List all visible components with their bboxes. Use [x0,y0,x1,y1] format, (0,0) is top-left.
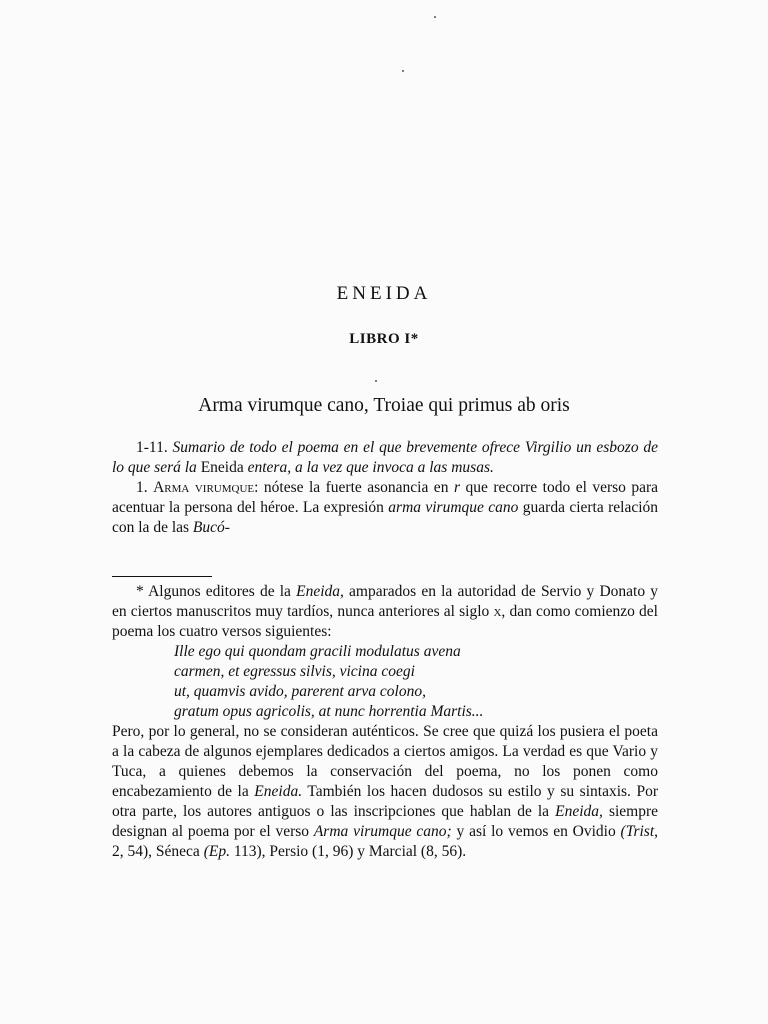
note-phrase: arma virumque cano [388,499,519,516]
footnote-text: , amparados en la autoridad de Servio y Donato y en ciertos manuscritos muy tardíos, nunca anteriores al siglo [112,583,659,620]
footnote-text: 113), Persio (1, 96) y Marcial (8, 56). [233,843,467,860]
work-name: Eneida [200,459,244,476]
note-1 [112,478,658,538]
work-name: Eneida [296,583,341,600]
work-name: Eneida, [555,803,603,820]
note-text: guarda cierta relación con la de las [112,499,659,536]
quoted-phrase: Arma virumque cano; [313,823,452,840]
footnote-text: siempre designan al poema por el verso [112,803,659,840]
footnote-text: También los hacen dudosos su estilo y su sintaxis. Por otra parte, los autores antiguos o las inscripciones que hablan de la [112,783,658,820]
note-letter: r [453,479,460,496]
work-name: Eneida. [254,783,303,800]
footnote-text: y así lo vemos en Ovidio [456,823,616,840]
scan-speck [434,16,436,18]
first-verse: Arma virumque cano, Troiae qui primus ab oris [198,395,570,416]
note-text: Sumario de todo el poema en el que brevemente ofrece Virgilio un esbozo de lo que será la [112,439,658,476]
footnote-paragraph [112,722,658,862]
footnote-text: , dan como comienzo del poema los cuatro versos siguientes: [112,603,658,640]
note-text: : nótese la fuerte asonancia en [254,479,449,496]
work-title: ENEIDA [336,283,432,304]
quoted-verse: ut, quamvis avido, parerent arva colono, [174,683,426,700]
note-lemma: Arma virumque [153,479,255,496]
quoted-verse: Ille ego qui quondam gracili modulatus avena [174,643,461,660]
footnote-text: Pero, por lo general, no se consideran auténticos. Se cree que quizá los pusiera el poeta a la cabeza de algunos ejemplares dedicados a ciertos amigos. La verdad es que Vario y Tuca, a quienes debemos la conservación del poema, no los ponen como encabezamiento de la [112,723,658,800]
book-heading: LIBRO I* [349,331,419,347]
citation-work: (Trist [620,823,655,840]
century-numeral: x [493,603,502,620]
footnote-text: Algunos editores de la [148,583,291,600]
footnote-marker: * [136,583,144,600]
note-1-11 [112,438,658,478]
commentary-notes [112,438,658,538]
scan-speck [375,380,377,382]
note-text: que recorre todo el verso para acentuar la persona del héroe. La expresión [112,479,659,516]
note-reference: 1. [136,479,148,496]
citation-work: (Ep. [203,843,230,860]
footnote-paragraph [112,582,658,642]
footnote-text: , 2, 54), Séneca [112,823,659,860]
footnote [112,582,658,862]
quoted-verses [174,642,658,722]
quoted-verse: carmen, et egressus silvis, vicina coegi [174,663,415,680]
note-tail: Bucó- [192,519,230,536]
quoted-verse: gratum opus agricolis, at nunc horrentia Martis... [174,703,484,720]
scan-speck [402,70,404,72]
footnote-separator [112,576,212,577]
note-reference: 1-11. [136,439,168,456]
note-text: entera, a la vez que invoca a las musas. [247,459,494,476]
